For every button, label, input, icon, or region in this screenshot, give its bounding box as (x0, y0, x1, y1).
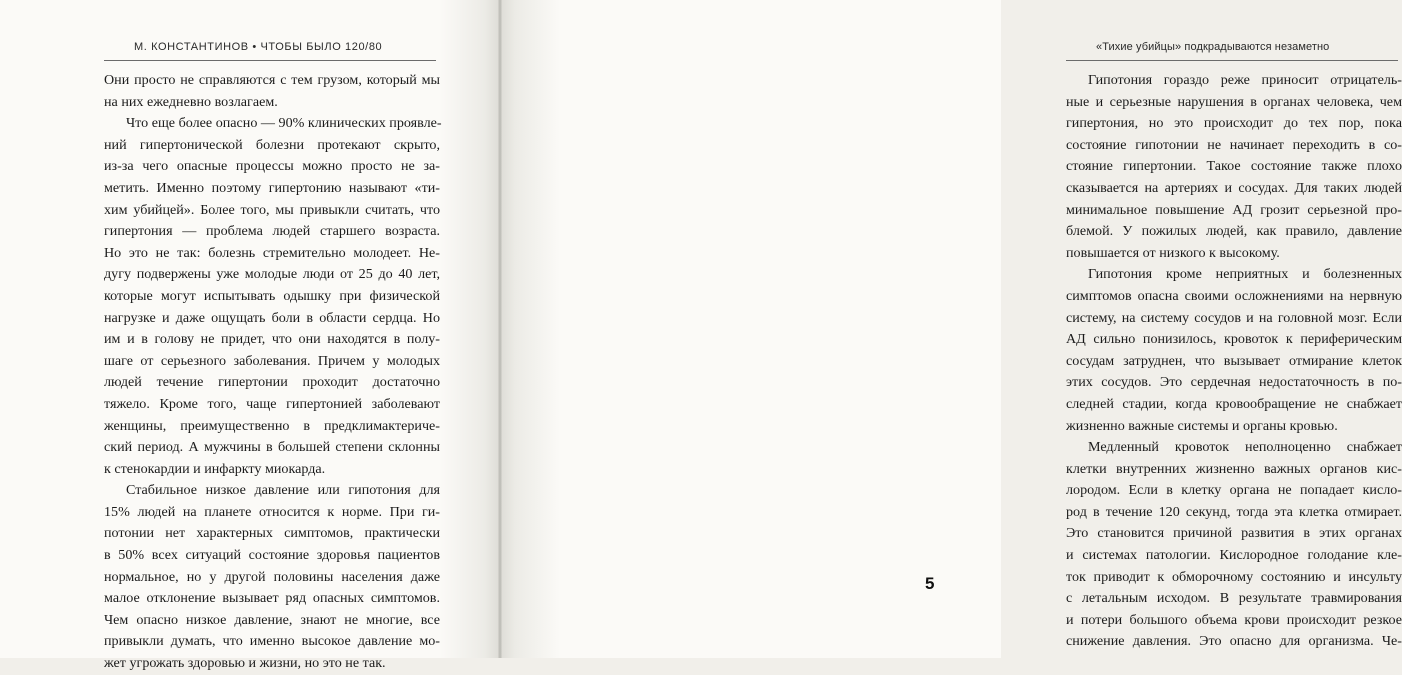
right-running-head: «Тихие убийцы» подкрадываются незаметно (1096, 41, 1330, 53)
text-line: симптомов опасна своими осложнениями на нервную (1066, 287, 1402, 304)
book-gutter (498, 0, 502, 658)
text-line: нагрузке и даже ощущать боли в области сердца. Но (104, 309, 440, 326)
text-line: гипертония, но это происходит до тех пор, пока (1066, 115, 1402, 132)
text-line: малое отклонение вызывает ряд опасных симптомов. (104, 590, 440, 607)
text-line: Но это не так: болезнь стремительно молодеет. Не- (104, 244, 440, 261)
text-line: им и в голову не придет, что они находятся в полу- (104, 331, 440, 348)
text-line: ные и серьезные нарушения в органах человека, чем (1066, 93, 1402, 110)
text-line: тяжело. Кроме того, чаще гипертонией заболевают (104, 395, 440, 412)
text-line: клетки внутренних жизненно важных органов кис- (1066, 460, 1402, 477)
text-line: систему, на систему сосудов и на головной мозг. Если (1066, 309, 1402, 326)
text-line: жет угрожать здоровью и жизни, но это не так. (104, 655, 386, 672)
text-line: метить. Именно поэтому гипертонию называют «ти- (104, 179, 440, 196)
text-line: Что еще более опасно — 90% клинических проявле- (126, 115, 442, 132)
text-line: хим убийцей». Более того, мы привыкли считать, что (104, 201, 440, 218)
text-line: гипертония — проблема людей старшего возраста. (104, 223, 440, 240)
text-line: ский период. А мужчины в большей степени склонны (104, 439, 440, 456)
right-page (500, 0, 1402, 658)
text-line: Гипотония гораздо реже приносит отрицатель- (1088, 72, 1402, 88)
text-line: которые могут испытывать одышку при физической (104, 287, 440, 304)
text-line: в 50% всех ситуаций состояние здоровья пациентов (104, 547, 440, 564)
text-line: следней стадии, когда кровообращение не снабжает (1066, 395, 1402, 412)
text-line: на них ежедневно возлагаем. (104, 93, 278, 110)
text-line: к стенокардии и инфаркту миокарда. (104, 460, 326, 477)
text-line: нормальное, но у другой половины населения даже (104, 568, 440, 585)
text-line: стояние гипертонии. Такое состояние также плохо (1066, 158, 1402, 175)
text-line: людей течение гипертонии проходит достаточно (104, 374, 440, 391)
text-line: привыкли думать, что именно высокое давление мо- (104, 633, 440, 650)
text-line: Чем опасно низкое давление, знают не многие, все (104, 611, 440, 628)
text-line: Они просто не справляются с тем грузом, который мы (104, 72, 440, 88)
text-line: лородом. Если в клетку органа не попадает кисло- (1066, 482, 1402, 499)
text-line: из-за чего опасные процессы можно просто не за- (104, 158, 440, 175)
text-line: сосудам затруднен, что вызывает отмирание клеток (1066, 352, 1402, 369)
text-line: Стабильное низкое давление или гипотония для (126, 482, 440, 499)
text-line: род в течение 120 секунд, тогда эта клетка отмирает. (1066, 503, 1402, 520)
left-page (0, 0, 500, 672)
left-running-head: М. КОНСТАНТИНОВ • ЧТОБЫ БЫЛО 120/80 (134, 41, 383, 53)
text-line: сказывается на артериях и сосудах. Для таких людей (1066, 179, 1402, 196)
text-line: ний гипертонической болезни протекают скрыто, (104, 136, 440, 153)
text-line: женщины, преимущественно в предклимактериче- (104, 417, 440, 434)
text-line: шаге от серьезного заболевания. Причем у молодых (104, 352, 440, 369)
right-body-text (1066, 70, 1402, 653)
text-line: и системах патологии. Кислородное голодание кле- (1066, 547, 1402, 564)
text-line: повышается от низкого к высокому. (1066, 244, 1280, 261)
text-line: Это становится причиной развития в этих органах (1066, 525, 1402, 542)
text-line: блемой. У пожилых людей, как правило, давление (1066, 223, 1402, 240)
text-line: с летальным исходом. В результате травмирования (1066, 590, 1402, 607)
right-header-rule (1066, 60, 1398, 61)
text-line: потонии нет характерных симптомов, практически (104, 525, 440, 542)
page-number: 5 (925, 574, 935, 593)
text-line: 15% людей на планете относится к норме. При ги- (104, 503, 440, 520)
text-line: этих сосудов. Это сердечная недостаточность в по- (1066, 374, 1402, 391)
text-line: состояние гипотонии не начинает переходить в со- (1066, 136, 1402, 153)
text-line: дугу подвержены уже молодые люди от 25 до 40 лет, (104, 266, 440, 283)
left-body-text (104, 70, 440, 675)
text-line: Гипотония кроме неприятных и болезненных (1088, 266, 1402, 283)
left-header-rule (104, 60, 436, 61)
text-line: АД сильно понизилось, кровоток к периферическим (1066, 331, 1402, 348)
text-line: и потери большого объема крови происходит резкое (1066, 611, 1402, 628)
text-line: минимальное повышение АД грозит серьезной про- (1066, 201, 1402, 218)
text-line: Медленный кровоток неполноценно снабжает (1088, 439, 1402, 456)
text-line: ток приводит к обморочному состоянию и инсульту (1066, 568, 1402, 585)
text-line: жизненно важные системы и органы кровью. (1066, 417, 1338, 434)
text-line: снижение давления. Это опасно для организма. Че- (1066, 633, 1402, 650)
